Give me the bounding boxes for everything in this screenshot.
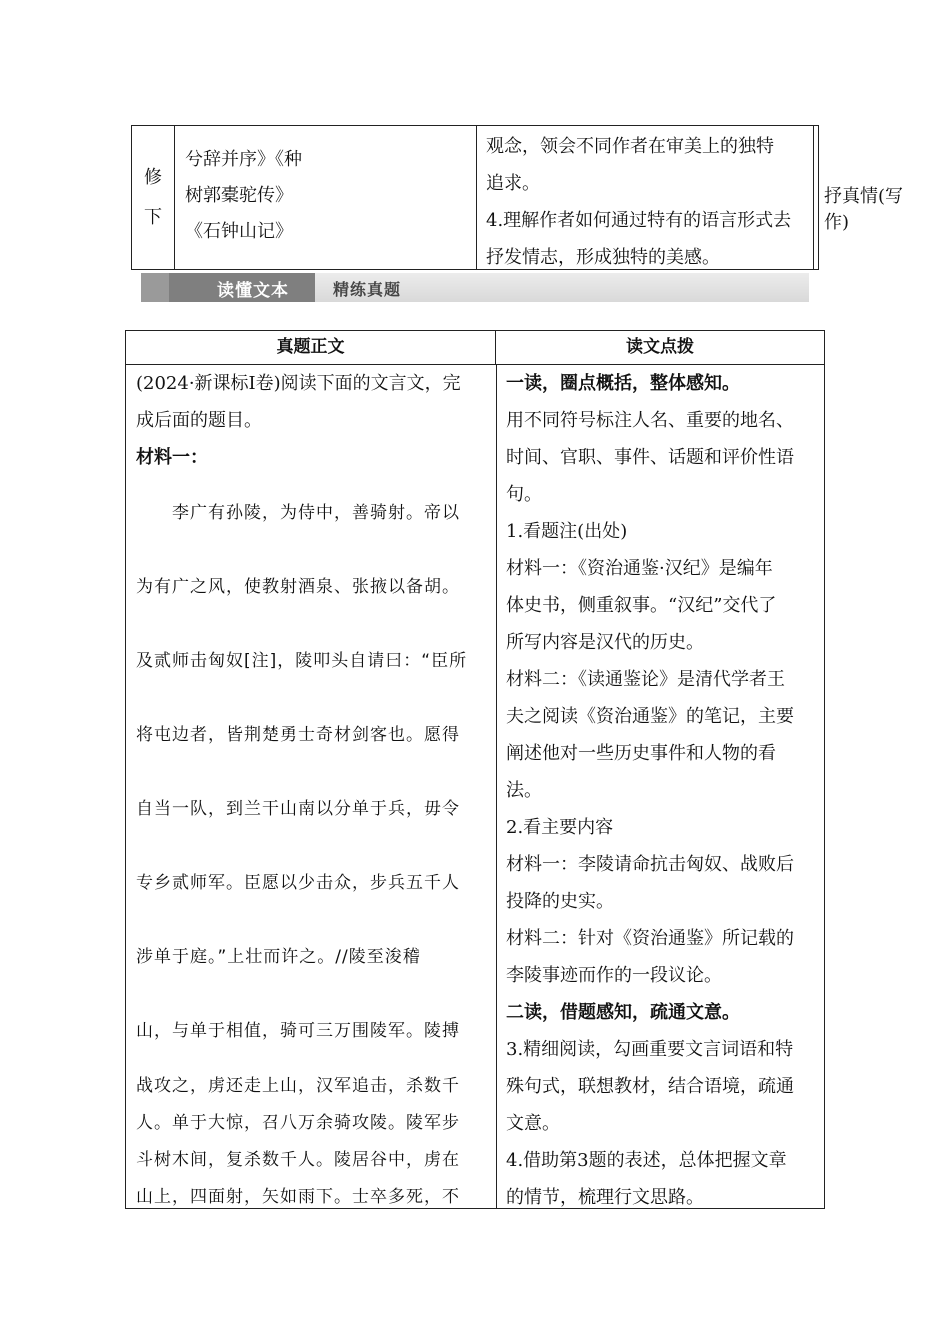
tip-line: 时间、官职、事件、话题和评价性语 <box>506 447 794 468</box>
banner-tab-other: 精练真题 <box>333 280 402 299</box>
tip-line: 材料二：《读通鉴论》是清代学者王 <box>506 669 785 690</box>
course-table <box>131 125 904 270</box>
course-col-goals <box>477 126 814 269</box>
tip-line: 投降的史实。 <box>506 891 614 912</box>
reading-table <box>125 330 825 1209</box>
tip-line: 材料一：《资治通鉴·汉纪》是编年 <box>506 558 773 579</box>
passage-line: 李广有孙陵，为侍中，善骑射。帝以 <box>136 503 460 523</box>
passage-line: 为有广之风，使教射酒泉、张掖以备胡。 <box>136 577 460 597</box>
tip-line: 文意。 <box>506 1113 560 1134</box>
tip-line: 材料一：李陵请命抗击匈奴、战败后 <box>506 854 794 875</box>
tip-line: 夫之阅读《资治通鉴》的笔记，主要 <box>506 706 794 727</box>
tip-line: 句。 <box>506 484 542 505</box>
goal-line: 追求。 <box>486 173 540 194</box>
passage-line: 人。单于大惊，召八万余骑攻陵。陵军步 <box>136 1113 460 1133</box>
passage-line: 斗树木间，复杀数千人。陵居谷中，虏在 <box>136 1150 460 1170</box>
text-line: 树郭橐驼传》 <box>185 185 293 206</box>
tip-line: 的情节，梳理行文思路。 <box>506 1187 704 1208</box>
material-title: 材料一： <box>136 447 208 468</box>
tip-line: 阐述他对一些历史事件和人物的看 <box>506 743 776 764</box>
header-original-text: 真题正文 <box>126 331 496 365</box>
tip-line: 4.借助第3题的表述，总体把握文章 <box>506 1150 787 1171</box>
tip-line: 体史书，侧重叙事。“汉纪”交代了 <box>506 595 777 616</box>
goal-line: 抒发情志，形成独特的美感。 <box>486 247 720 268</box>
tip-line: 李陵事迹而作的一段议论。 <box>506 965 722 986</box>
column-divider <box>496 365 497 1208</box>
passage-line: 山上，四面射，矢如雨下。士卒多死，不 <box>136 1187 460 1207</box>
course-col-texts <box>175 126 477 269</box>
text-line: 《石钟山记》 <box>185 221 293 242</box>
tip-line: 材料二：针对《资治通鉴》所记载的 <box>506 928 794 949</box>
reading-tips-column <box>506 365 818 1216</box>
tip-line: 用不同符号标注人名、重要的地名、 <box>506 410 794 431</box>
passage-continued <box>136 1068 490 1216</box>
passage-line: 涉单于庭。”上壮而许之。//陵至浚稽 <box>136 947 421 967</box>
passage-line: 及贰师击匈奴[注]，陵叩头自请曰：“臣所 <box>136 651 468 671</box>
tip-line: 所写内容是汉代的历史。 <box>506 632 704 653</box>
tip-line: 一读，圈点概括，整体感知。 <box>506 373 740 394</box>
writing-label: 抒真情(写作) <box>824 186 904 233</box>
course-col-writing <box>814 126 919 269</box>
intro-line: (2024·新课标Ⅰ卷)阅读下面的文言文，完 <box>136 373 461 394</box>
volume-char: 修 <box>144 167 162 188</box>
passage-annotated <box>136 476 490 1068</box>
header-reading-tips: 读文点拨 <box>496 331 824 365</box>
passage-line: 战攻之，虏还走上山，汉军追击，杀数千 <box>136 1076 460 1096</box>
passage-line: 山，与单于相值，骑可三万围陵军。陵搏 <box>136 1021 460 1041</box>
passage-line: 专乡贰师军。臣愿以少击众，步兵五千人 <box>136 873 460 893</box>
text-line: 兮辞并序》《种 <box>185 149 302 170</box>
intro-line: 成后面的题目。 <box>136 410 262 431</box>
tip-line: 法。 <box>506 780 542 801</box>
tip-line: 3.精细阅读，勾画重要文言词语和特 <box>506 1039 794 1060</box>
goal-line: 4.理解作者如何通过特有的语言形式去 <box>486 210 792 231</box>
volume-char: 下 <box>144 207 162 228</box>
course-col-volume <box>132 126 175 269</box>
tip-line: 二读，借题感知，疏通文意。 <box>506 1002 740 1023</box>
passage-line: 自当一队，到兰干山南以分单于兵，毋令 <box>136 799 460 819</box>
tip-line: 2.看主要内容 <box>506 817 614 838</box>
goal-line: 观念，领会不同作者在审美上的独特 <box>486 136 774 157</box>
passage-line: 将屯边者，皆荆楚勇士奇材剑客也。愿得 <box>136 725 460 745</box>
tip-line: 殊句式，联想教材，结合语境，疏通 <box>506 1076 794 1097</box>
tip-line: 1.看题注(出处) <box>506 521 628 542</box>
original-text-column <box>136 365 490 1216</box>
section-banner <box>141 273 809 302</box>
banner-tab-active: 读懂文本 <box>217 281 289 301</box>
